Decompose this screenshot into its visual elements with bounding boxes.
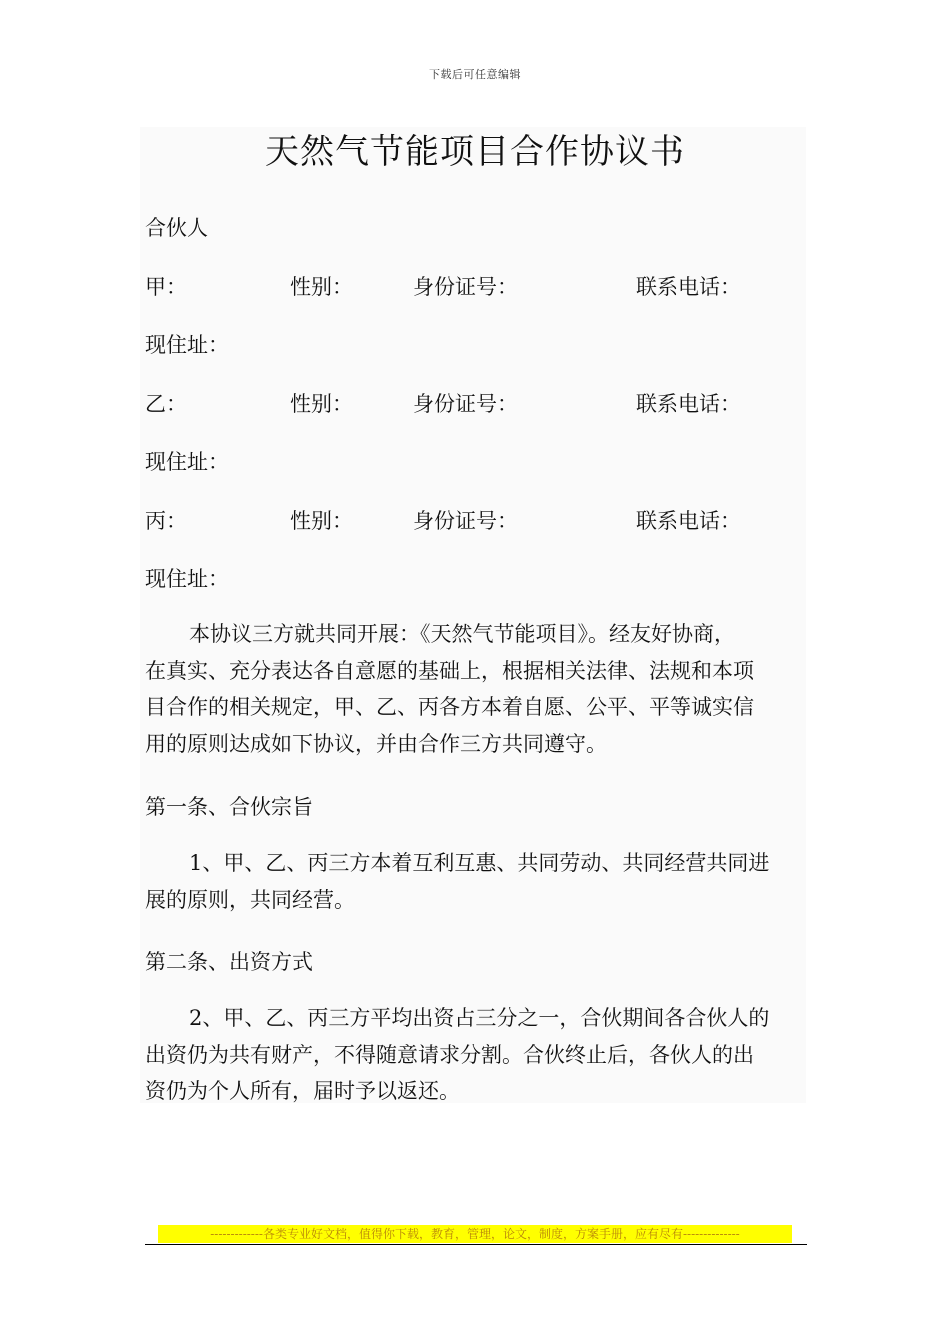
gender-label: 性别： — [290, 392, 353, 416]
intro-paragraph — [145, 616, 807, 762]
party-label: 甲： — [145, 275, 187, 299]
header-note: 下载后可任意编辑 — [429, 68, 521, 81]
article-paragraph — [145, 845, 807, 918]
document-title: 天然气节能项目合作协议书 — [265, 132, 685, 172]
paragraph-line: 2、甲、乙、丙三方平均出资占三分之一，合伙期间各合伙人的 — [189, 1006, 770, 1030]
paragraph-line: 目合作的相关规定，甲、乙、丙各方本着自愿、公平、平等诚实信 — [145, 695, 754, 719]
id-number-label: 身份证号： — [413, 392, 518, 416]
id-number-label: 身份证号： — [413, 275, 518, 299]
address-label: 现住址： — [145, 450, 229, 474]
article-heading: 第一条、合伙宗旨 — [145, 795, 313, 819]
id-number-label: 身份证号： — [413, 509, 518, 533]
footer-rule — [145, 1244, 807, 1245]
paragraph-line: 展的原则，共同经营。 — [145, 887, 355, 912]
paragraph-line: 1、甲、乙、丙三方本着互利互惠、共同劳动、共同经营共同进 — [189, 851, 770, 875]
phone-label: 联系电话： — [636, 509, 741, 533]
phone-label: 联系电话： — [636, 392, 741, 416]
party-label: 乙： — [145, 392, 187, 416]
footer-banner: -------------各类专业好文档，值得你下载，教育，管理，论文，制度，方案手册，应有尽有-------------- — [158, 1225, 792, 1243]
paragraph-line: 本协议三方就共同开展：《天然气节能项目》。经友好协商， — [189, 622, 735, 646]
article-paragraph — [145, 1000, 807, 1110]
paragraph-line: 资仍为个人所有，届时予以返还。 — [145, 1079, 460, 1103]
gender-label: 性别： — [290, 509, 353, 533]
paragraph-line: 用的原则达成如下协议，并由合作三方共同遵守。 — [145, 731, 607, 756]
paragraph-line: 出资仍为共有财产，不得随意请求分割。合伙终止后，各伙人的出 — [145, 1042, 754, 1067]
partners-heading: 合伙人 — [145, 216, 208, 240]
address-label: 现住址： — [145, 567, 229, 591]
paragraph-line: 在真实、充分表达各自意愿的基础上，根据相关法律、法规和本项 — [145, 658, 754, 683]
article-heading: 第二条、出资方式 — [145, 950, 313, 974]
address-label: 现住址： — [145, 333, 229, 357]
party-label: 丙： — [145, 509, 187, 533]
phone-label: 联系电话： — [636, 275, 741, 299]
gender-label: 性别： — [290, 275, 353, 299]
